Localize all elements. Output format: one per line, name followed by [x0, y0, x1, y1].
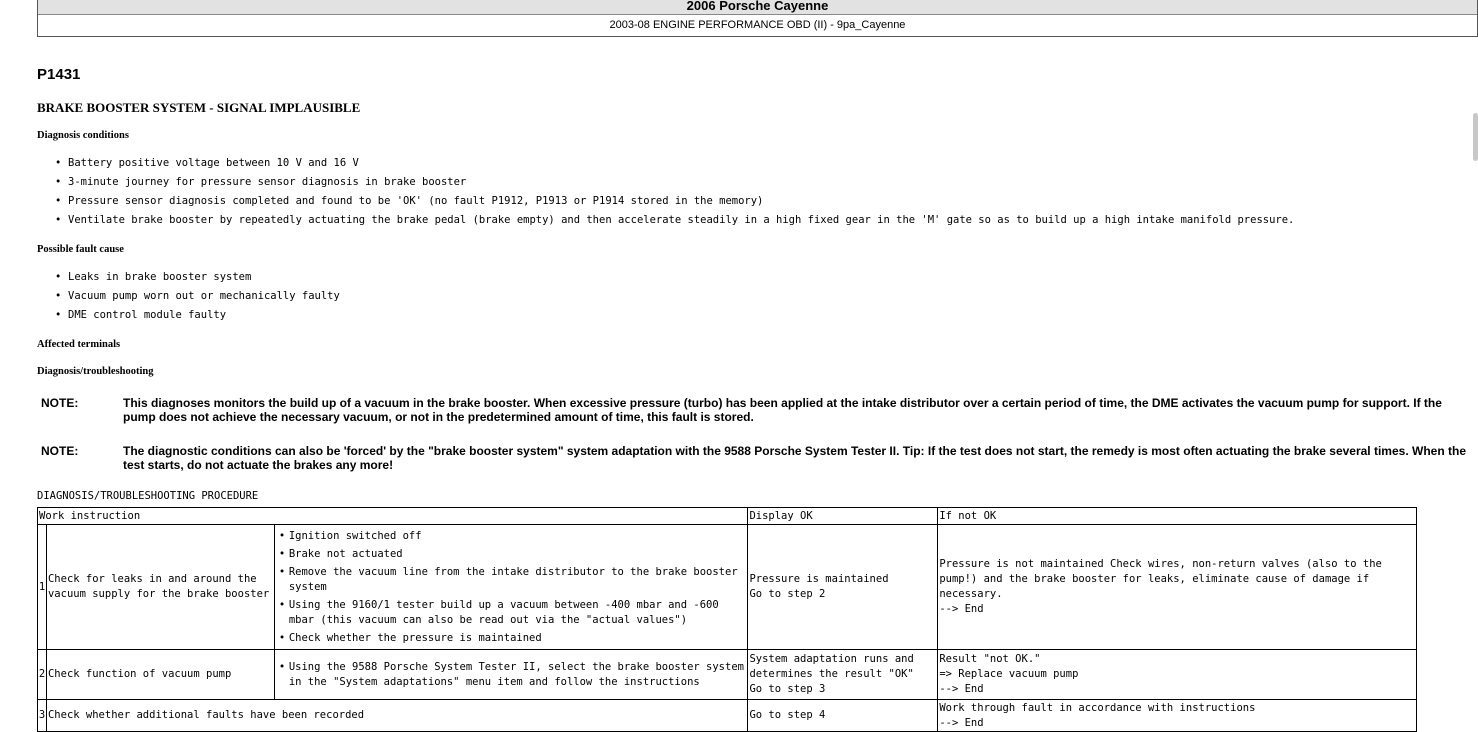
vehicle-title: 2006 Porsche Cayenne: [38, 0, 1477, 15]
fault-code: P1431: [37, 66, 81, 83]
list-item: • Brake not actuated: [276, 547, 747, 562]
list-item: • Leaks in brake booster system: [55, 268, 340, 287]
list-item: • Vacuum pump worn out or mechanically faulty: [55, 287, 340, 306]
header-if-not-ok: If not OK: [938, 508, 1417, 525]
step-display-ok: Go to step 4: [748, 700, 938, 732]
fault-title: BRAKE BOOSTER SYSTEM - SIGNAL IMPLAUSIBLE: [37, 100, 361, 115]
diagnosis-conditions-list: [55, 154, 1294, 230]
note-label: NOTE:: [41, 444, 79, 458]
affected-terminals-heading: Affected terminals: [37, 339, 121, 350]
step-instruction: Check function of vacuum pump: [46, 650, 274, 700]
step-if-not-ok: Result "not OK." => Replace vacuum pump --> End: [938, 650, 1417, 700]
procedure-title: DIAGNOSIS/TROUBLESHOOTING PROCEDURE: [37, 490, 259, 502]
step-if-not-ok: Work through fault in accordance with instructions --> End: [938, 700, 1417, 732]
table-row: [38, 700, 1417, 732]
possible-fault-cause-list: [55, 268, 340, 325]
list-item: • Battery positive voltage between 10 V and 16 V: [55, 154, 1294, 173]
list-item: • Ignition switched off: [276, 529, 747, 544]
list-item: • Using the 9160/1 tester build up a vacuum between -400 mbar and -600 mbar (this vacuum can also be read out via the "actual values"): [276, 598, 747, 628]
table-row: [38, 650, 1417, 700]
diagnosis-conditions-heading: Diagnosis conditions: [37, 130, 129, 141]
step-actions: [274, 525, 748, 650]
table-header-row: [38, 508, 1417, 525]
header-work-instruction: Work instruction: [38, 508, 748, 525]
note-text: The diagnostic conditions can also be 'forced' by the "brake booster system" system adaptation with the 9588 Porsche System Tester II. Tip: If the test does not start, the remedy is most often actuating the brake several times. When the test starts, do not actuate the brakes any more!: [123, 444, 1466, 472]
note-label: NOTE:: [41, 396, 79, 410]
list-item: • DME control module faulty: [55, 306, 340, 325]
table-row: [38, 525, 1417, 650]
step-instruction: Check whether additional faults have been recorded: [46, 700, 747, 732]
manual-section-title: 2003-08 ENGINE PERFORMANCE OBD (II) - 9pa_Cayenne: [609, 19, 906, 31]
step-if-not-ok: Pressure is not maintained Check wires, non-return valves (also to the pump!) and the brake booster for leaks, eliminate cause of damage if necessary. --> End: [938, 525, 1417, 650]
list-item: • Remove the vacuum line from the intake distributor to the brake booster system: [276, 565, 747, 595]
step-number: 3: [38, 700, 47, 732]
procedure-table: [37, 507, 1417, 732]
diagnosis-troubleshooting-heading: Diagnosis/troubleshooting: [37, 366, 154, 377]
list-item: • Pressure sensor diagnosis completed and found to be 'OK' (no fault P1912, P1913 or P1914 stored in the memory): [55, 192, 1294, 211]
document-header: [37, 0, 1478, 37]
step-display-ok: System adaptation runs and determines the result "OK" Go to step 3: [748, 650, 938, 700]
list-item: • Using the 9588 Porsche System Tester II, select the brake booster system in the "System adaptations" menu item and follow the instructions: [276, 660, 747, 690]
step-display-ok: Pressure is maintained Go to step 2: [748, 525, 938, 650]
scrollbar-thumb[interactable]: [1473, 113, 1478, 161]
possible-fault-cause-heading: Possible fault cause: [37, 244, 124, 255]
step-number: 1: [38, 525, 47, 650]
step-instruction: Check for leaks in and around the vacuum supply for the brake booster: [46, 525, 274, 650]
step-number: 2: [38, 650, 47, 700]
note-text: This diagnoses monitors the build up of a vacuum in the brake booster. When excessive pressure (turbo) has been applied at the intake distributor over a certain period of time, the DME activates the vacuum pump for support. If the pump does not achieve the necessary vacuum, or not in the predetermined amount of time, this fault is stored.: [123, 396, 1442, 424]
list-item: • Ventilate brake booster by repeatedly actuating the brake pedal (brake empty) and then accelerate steadily in a high fixed gear in the 'M' gate so as to build up a high intake manifold pressure.: [55, 211, 1294, 230]
step-actions: [274, 650, 748, 700]
header-display-ok: Display OK: [748, 508, 938, 525]
list-item: • 3-minute journey for pressure sensor diagnosis in brake booster: [55, 173, 1294, 192]
list-item: • Check whether the pressure is maintained: [276, 631, 747, 646]
